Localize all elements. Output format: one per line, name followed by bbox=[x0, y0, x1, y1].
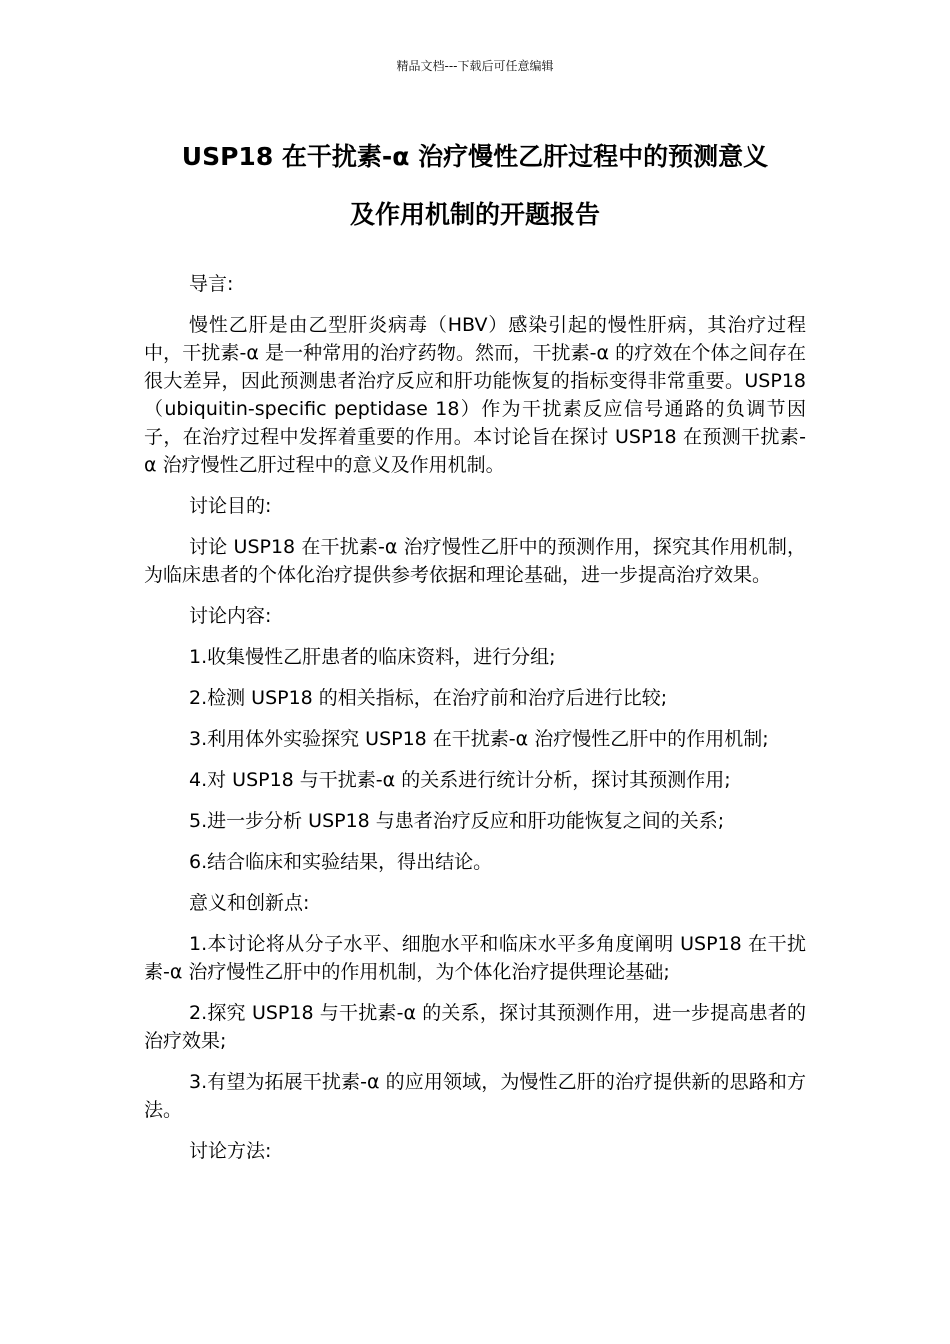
content-item: 5.进一步分析 USP18 与患者治疗反应和肝功能恢复之间的关系; bbox=[189, 810, 725, 832]
document-title-line-2: 及作用机制的开题报告 bbox=[349, 200, 600, 229]
significance-item: 1.本讨论将从分子水平、细胞水平和临床水平多角度阐明 USP18 在干扰素-α 治疗慢性乙肝中的作用机制，为个体化治疗提供理论基础; bbox=[144, 933, 806, 983]
page-header-watermark: 精品文档---下载后可任意编辑 bbox=[396, 59, 554, 73]
significance-heading: 意义和创新点: bbox=[189, 892, 310, 914]
intro-heading: 导言: bbox=[189, 273, 234, 295]
purpose-heading: 讨论目的: bbox=[189, 495, 272, 517]
content-item: 6.结合临床和实验结果，得出结论。 bbox=[189, 851, 493, 873]
content-item: 3.利用体外实验探究 USP18 在干扰素-α 治疗慢性乙肝中的作用机制; bbox=[189, 728, 769, 750]
document-title-line-1: USP18 在干扰素-α 治疗慢性乙肝过程中的预测意义 bbox=[181, 142, 769, 171]
content-heading: 讨论内容: bbox=[189, 605, 272, 627]
document-body bbox=[144, 270, 806, 1178]
content-item: 4.对 USP18 与干扰素-α 的关系进行统计分析，探讨其预测作用; bbox=[189, 769, 731, 791]
method-heading: 讨论方法: bbox=[189, 1140, 272, 1162]
purpose-paragraph: 讨论 USP18 在干扰素-α 治疗慢性乙肝中的预测作用，探究其作用机制，为临床患者的个体化治疗提供参考依据和理论基础，进一步提高治疗效果。 bbox=[144, 536, 806, 586]
significance-item: 2.探究 USP18 与干扰素-α 的关系，探讨其预测作用，进一步提高患者的治疗效果; bbox=[144, 1002, 806, 1052]
intro-paragraph: 慢性乙肝是由乙型肝炎病毒（HBV）感染引起的慢性肝病，其治疗过程中，干扰素-α 是一种常用的治疗药物。然而，干扰素-α 的疗效在个体之间存在很大差异，因此预测患者治疗反应和肝功能恢复的指标变得非常重要。USP18（ubiquitin-specific peptidase 18）作为干扰素反应信号通路的负调节因子，在治疗过程中发挥着重要的作用。本讨论旨在探讨 USP18 在预测干扰素-α 治疗慢性乙肝过程中的意义及作用机制。 bbox=[144, 314, 806, 476]
content-item: 1.收集慢性乙肝患者的临床资料，进行分组; bbox=[189, 646, 556, 668]
document-title bbox=[60, 128, 890, 244]
content-item: 2.检测 USP18 的相关指标，在治疗前和治疗后进行比较; bbox=[189, 687, 668, 709]
significance-item: 3.有望为拓展干扰素-α 的应用领域，为慢性乙肝的治疗提供新的思路和方法。 bbox=[144, 1071, 806, 1121]
